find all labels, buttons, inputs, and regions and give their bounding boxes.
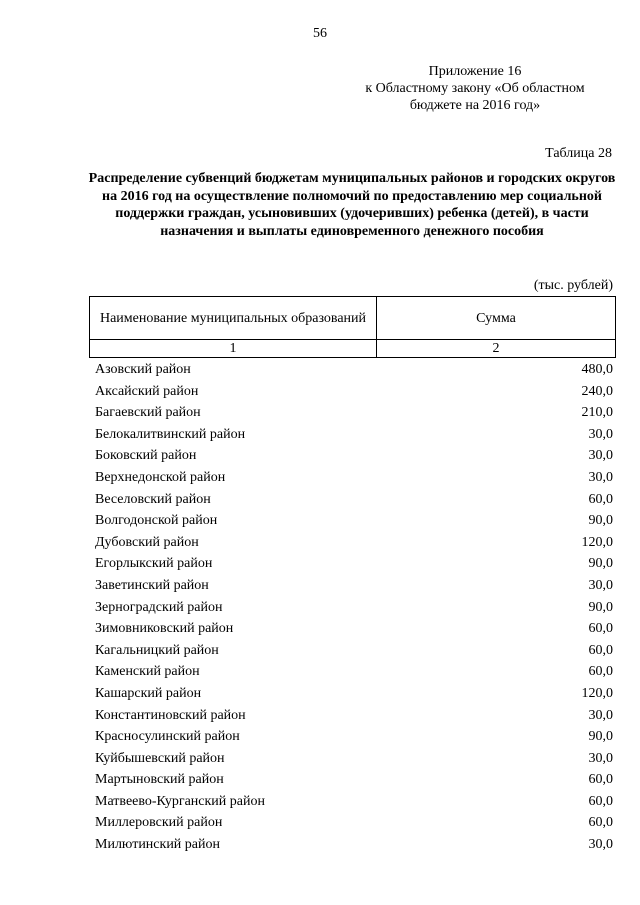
table-row — [95, 510, 613, 532]
subvention-amount: 90,0 — [588, 599, 613, 615]
subvention-amount: 30,0 — [588, 750, 613, 766]
table-header — [89, 296, 616, 358]
table-row — [95, 683, 613, 705]
subvention-amount: 30,0 — [588, 707, 613, 723]
municipality-name: Куйбышевский район — [95, 750, 225, 766]
subvention-amount: 60,0 — [588, 772, 613, 788]
municipality-name: Боковский район — [95, 448, 197, 464]
subvention-amount: 60,0 — [588, 621, 613, 637]
table-label: Таблица 28 — [545, 146, 612, 161]
subvention-amount: 90,0 — [588, 729, 613, 745]
subvention-amount: 480,0 — [581, 362, 613, 377]
document-title: Распределение субвенций бюджетам муниципальных районов и городских округов на 2016 год на осуществление полномочий по предоставлению мер социальной поддержки граждан, усыновивших (удочеривших) ребенка (детей), в части назначения и выплаты единовременного денежного пособия — [88, 171, 616, 239]
table-row — [95, 705, 613, 727]
municipality-name: Кагальницкий район — [95, 642, 219, 658]
appendix-reference — [330, 63, 620, 114]
table-row — [95, 445, 613, 467]
municipality-name: Красносулинский район — [95, 729, 240, 745]
subvention-amount: 30,0 — [588, 837, 613, 853]
subvention-amount: 90,0 — [588, 513, 613, 529]
subvention-amount: 60,0 — [588, 491, 613, 507]
subvention-amount: 60,0 — [588, 815, 613, 831]
table-row — [95, 575, 613, 597]
table-row — [95, 489, 613, 511]
table-row — [95, 424, 613, 446]
table-row — [95, 467, 613, 489]
table-row — [95, 381, 613, 403]
subvention-amount: 120,0 — [581, 685, 613, 701]
municipality-name: Каменский район — [95, 664, 200, 680]
page-number: 56 — [313, 26, 327, 41]
municipality-name: Веселовский район — [95, 491, 211, 507]
table-row — [95, 532, 613, 554]
table-row — [95, 769, 613, 791]
table-row — [95, 640, 613, 662]
table-row — [95, 834, 613, 856]
column-header-name: Наименование муниципальных образований — [90, 297, 377, 340]
table-row — [95, 726, 613, 748]
municipality-name: Волгодонской район — [95, 513, 218, 529]
subvention-amount: 30,0 — [588, 577, 613, 593]
municipality-name: Егорлыкский район — [95, 556, 213, 572]
municipality-name: Белокалитвинский район — [95, 426, 246, 442]
subvention-amount: 60,0 — [588, 642, 613, 658]
municipality-name: Кашарский район — [95, 685, 202, 701]
subvention-amount: 240,0 — [581, 383, 613, 399]
municipality-name: Верхнедонской район — [95, 469, 226, 485]
table-row — [95, 661, 613, 683]
subvention-amount: 60,0 — [588, 664, 613, 680]
table-row — [95, 748, 613, 770]
municipality-name: Аксайский район — [95, 383, 199, 399]
table-row — [95, 791, 613, 813]
municipality-name: Багаевский район — [95, 405, 201, 421]
appendix-line-2: к Областному закону «Об областном — [365, 81, 585, 96]
municipality-name: Азовский район — [95, 362, 191, 377]
column-number-1: 1 — [90, 340, 377, 358]
units-note: (тыс. рублей) — [533, 278, 613, 293]
municipality-name: Дубовский район — [95, 534, 199, 550]
table-row — [95, 812, 613, 834]
subvention-amount: 60,0 — [588, 793, 613, 809]
municipality-name: Миллеровский район — [95, 815, 223, 831]
municipality-name: Мартыновский район — [95, 772, 224, 788]
subvention-amount: 30,0 — [588, 469, 613, 485]
appendix-line-3: бюджете на 2016 год» — [409, 98, 541, 113]
table-row — [95, 597, 613, 619]
appendix-line-1: Приложение 16 — [428, 64, 522, 79]
municipality-name: Матвеево-Курганский район — [95, 793, 265, 809]
table-row — [95, 402, 613, 424]
column-header-amount: Сумма — [377, 297, 616, 340]
table-row — [95, 359, 613, 381]
municipality-name: Милютинский район — [95, 837, 221, 853]
table-body — [95, 359, 613, 856]
municipality-name: Зерноградский район — [95, 599, 223, 615]
municipality-name: Зимовниковский район — [95, 621, 234, 637]
municipality-name: Заветинский район — [95, 577, 209, 593]
table-row — [95, 553, 613, 575]
subvention-amount: 30,0 — [588, 426, 613, 442]
subvention-amount: 210,0 — [581, 405, 613, 421]
municipality-name: Константиновский район — [95, 707, 246, 723]
subvention-amount: 90,0 — [588, 556, 613, 572]
column-number-2: 2 — [377, 340, 616, 358]
subvention-amount: 120,0 — [581, 534, 613, 550]
subvention-amount: 30,0 — [588, 448, 613, 464]
table-row — [95, 618, 613, 640]
